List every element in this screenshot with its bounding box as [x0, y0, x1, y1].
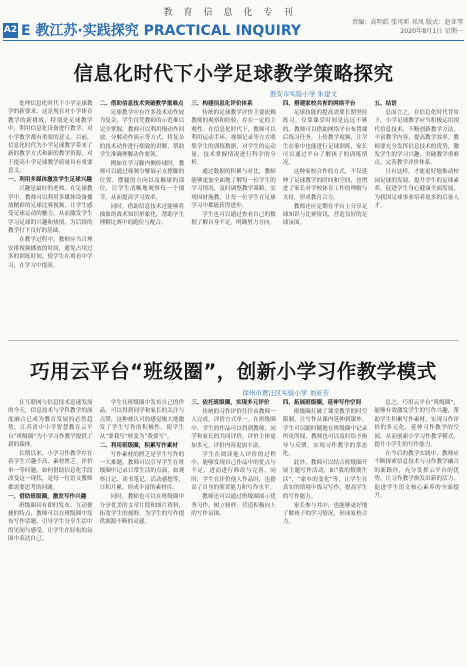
body-paragraph: 同时，借助信息技术还能够将抽象的战术知识形象化，帮助学生理解比赛中的跑位与配合。 [99, 203, 185, 227]
article1-headline: 信息化时代下小学足球教学策略探究 [73, 62, 394, 85]
body-paragraph: 教师还应定期在平台上分享足球知识与比赛资讯，营造良好的足球氛围。 [282, 203, 368, 227]
body-paragraph: 此外，教师可以结合班级圈开展主题写作活动，如“我的假期生活”、“家乡的变化”等，让学生在真实的情境中练习写作，提高学生的写作能力。 [282, 460, 368, 500]
body-paragraph: 班级圈打破了课堂教学的时空限制，让写作从课内延伸到课外。学生可以随时随地在班级圈中记录所见所闻，教师也可以及时给予指导与反馈，实现习作教学的常态化。 [282, 409, 368, 458]
body-paragraph: 同时，教师也可以在班级圈中分享优美的文章片段和图片资料，拓宽学生的视野，为学生的写作提供源源不断的灵感。 [99, 494, 185, 526]
text-column [191, 100, 276, 332]
body-paragraph: 在互联网与信息技术迅速发展的今天，信息技术与学科教学的深度融合已成为教育发展的必然趋势。江苏省中小学智慧教育云平台“班级圈”为小学习作教学提供了新的载体。 [8, 400, 93, 449]
body-paragraph: 足球教学中有许多技术动作较为复杂，学生仅凭教师的示范难以完全掌握。教师可以利用慢动作回放、分解动作演示等方式，将复杂的技术动作进行细致的讲解，帮助学生准确理解动作要领。 [99, 110, 185, 159]
body-paragraph: 学生在阅读他人评价的过程中，能够发现自己作品中的优点与不足，进而进行修改与完善。同时，学生在评价他人作品时，也提高了自身的鉴赏能力和写作水平。 [191, 451, 276, 492]
text-column [374, 399, 459, 661]
text-column [374, 100, 459, 332]
body-paragraph: 足球技能的提高需要长期坚持练习，仅靠课堂时间是远远不够的。教师可以借助网络平台布置课后练习任务，上传教学视频，让学生在家中也能进行足球训练，家长可以通过平台了解孩子的训练情况。 [282, 110, 368, 167]
body-paragraph: 总之，巧用云平台“班级圈”，能够有效激发学生的写作兴趣，帮助学生积累写作素材，实现习作评价的多元化，延伸习作教学的空间，从而创新小学习作教学模式，提升小学生的写作能力。 [374, 400, 459, 449]
article-divider [8, 340, 459, 341]
text-column [8, 100, 93, 332]
subheading: 二、借助信息技术突破教学重难点 [99, 101, 184, 107]
body-paragraph: 写作素材的匮乏是学生写作的一大难题。教师可以引导学生在班级圈中记录日常生活的点滴，如观察日记、读书笔记、活动感想等，日积月累，形成丰富的素材库。 [99, 451, 185, 492]
body-paragraph: 通过数据的积累与对比，教师能够更加全面地了解每一位学生的学习情况，及时调整教学策略，实现因材施教，让每一位学生在足球学习中都能获得进步。 [191, 169, 276, 210]
article1-body [8, 100, 459, 332]
body-paragraph: 传统的足球教学评价主要依赖教师的观察和经验，存在一定的主观性。在信息化时代下，教师可以利用运动手环、视频记录等方式收集学生的训练数据，对学生的运动量、技术掌握情况进行科学的分析。 [191, 110, 276, 167]
staff-editors: 责编：高明皓 张可昕 祁凤 版式：赵亚琴 [351, 19, 463, 26]
issue-date: 2020年8月1日 星期一 [400, 28, 463, 35]
body-paragraph: 这种家校合作的方式，不仅延伸了足球教学的时间和空间，也增进了家长对学校体育工作的理解与支持，形成教育合力。 [282, 169, 368, 201]
body-paragraph: 在教学过程中，教师应当合理安排视频播放的时间，避免占用过多的训练时间，使学生在观看中学习，在学习中提高。 [8, 237, 93, 269]
section-title: E 教江苏·实践探究 PRACTICAL INQUIRY [21, 23, 301, 39]
body-paragraph: 传统的习作评价往往由教师一人完成，评价方式单一。在班级圈中，学生的作品可以得到教师、同学和家长的共同评价，评价主体更加多元，评价内容更加丰富。 [191, 409, 276, 449]
body-paragraph: 学生也可以通过查看自己的数据了解自身不足，明确努力方向。 [191, 212, 276, 227]
body-paragraph: 教师还可以通过班级圈展示优秀习作，树立榜样，营造积极向上的写作氛围。 [191, 494, 276, 518]
supplement-tagline: 教育信息化专刊 [163, 8, 304, 18]
body-paragraph: 兴趣是最好的老师，在足球教学中，教师可以利用多媒体设备播放精彩的足球比赛视频，让学生感受足球运动的魅力，从而激发学生学习足球的兴趣和热情，为后续的教学打下良好的基础。 [8, 186, 93, 235]
text-column [283, 399, 368, 661]
body-paragraph: 家长参与其中，也能够更好地了解孩子的学习情况，形成家校合力。 [282, 502, 368, 526]
header-rule [3, 40, 464, 41]
text-column [283, 100, 368, 332]
subheading: 一、利用多媒体激发学生足球兴趣 [8, 177, 92, 184]
subheading: 四、拓展班级圈，延伸写作空间 [282, 400, 362, 406]
body-paragraph: 总而言之，在信息化时代背景下，小学足球教学应当积极运用现代信息技术，不断创新教学方法，丰富教学内容，提高教学效率。教师要充分发挥信息技术的优势，激发学生的学习兴趣，突破教学重难点，完善教学评价体系。 [374, 110, 459, 167]
editorial-staff [298, 18, 463, 36]
subheading: 五、结语 [374, 101, 397, 107]
article2-body [8, 399, 459, 661]
body-paragraph: 只有这样，才能更好地推动校园足球的发展，提升学生的足球素养，促进学生身心健康全面发展，为我国足球事业培养更多的后备人才。 [374, 169, 459, 210]
body-paragraph: 长期以来，小学习作教学存在着学生兴趣不高、素材匮乏、评价单一等问题。如何借助信息化手段改变这一现状，是每一位语文教师都需要思考的问题。 [8, 451, 93, 491]
subheading: 一、借助班级圈，激发写作兴趣 [8, 493, 87, 500]
article2-byline: 徐州市贾汪区实验小学 刘亚芳 [242, 389, 329, 397]
subheading: 二、利用班级圈，积累写作素材 [99, 442, 178, 449]
subheading: 三、依托班级圈，实现多元评价 [191, 400, 270, 406]
body-paragraph: 学生在班级圈中发布自己的作品，可以得到同学和家长的关注与点赞，这种被认可的感觉极大地激发了学生写作的积极性，使学生从“要我写”转变为“我要写”。 [99, 400, 185, 440]
text-column [100, 399, 185, 661]
article2-headline: 巧用云平台“班级圈”，创新小学习作教学模式 [30, 360, 437, 383]
article1-byline: 淮安市实验小学 朱建文 [269, 90, 337, 98]
subheading: 三、构建信息化评价体系 [191, 101, 253, 107]
text-column [8, 399, 93, 661]
body-paragraph: 例如在学习脚内侧传球时，教师可以通过视频分解展示支撑脚的位置、摆腿的方向以及触球的部位，让学生清晰地观察每一个细节，从而提高学习效率。 [99, 161, 185, 201]
subheading: 四、搭建家校共育的网络平台 [282, 101, 356, 107]
body-paragraph: 处理信息化时代下小学足球教学的新要求，这是现在对小学体育教学的新挑战，特别是足球教学中，利用信息化设备进行教学，对小学教学都有重要的意义。目前，信息化时代为小学足球教学带来了新的教学方式和新的教学资源，对于提高小学足球教学质量具有重要意义。 [8, 101, 93, 175]
text-column [191, 399, 276, 661]
body-paragraph: 在今后的教学实践中，教师应不断探索信息技术与习作教学融合的新路径，充分发挥云平台的优势，让习作教学焕发出新的活力，促进学生语文核心素养的全面提升。 [374, 451, 459, 500]
body-paragraph: 班级圈具有即时发布、互动便捷的特点，教师可以在班级圈中发布写作话题，引导学生分享生活中的见闻与感受，让学生在轻松的氛围中表达自己。 [8, 502, 93, 543]
page-number-badge: A2 [3, 23, 18, 38]
text-column [100, 100, 185, 332]
